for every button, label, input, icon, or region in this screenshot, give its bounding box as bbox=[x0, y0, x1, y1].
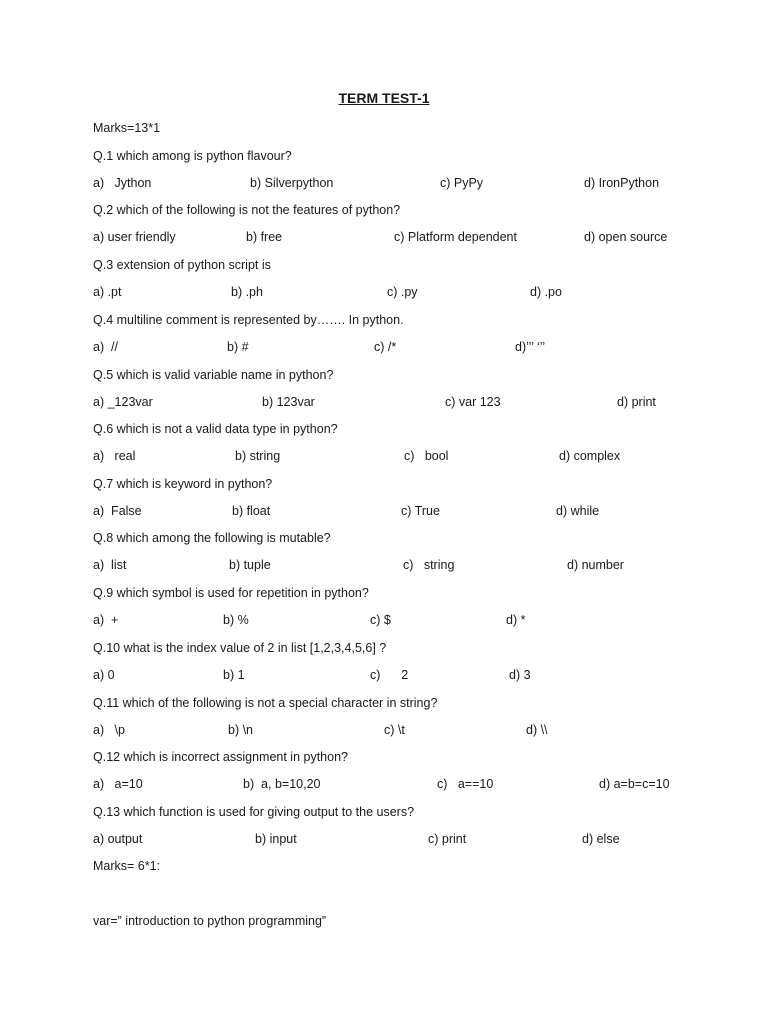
answer-option: a) 0 bbox=[93, 668, 115, 682]
question-text: Q.2 which of the following is not the features of python? bbox=[93, 203, 401, 217]
answer-option: c) var 123 bbox=[445, 395, 501, 409]
answer-option: c) string bbox=[403, 558, 455, 572]
section1-marks: Marks=13*1 bbox=[93, 121, 161, 135]
question-text: Q.5 which is valid variable name in python? bbox=[93, 368, 334, 382]
question-text: Q.6 which is not a valid data type in python? bbox=[93, 422, 338, 436]
answer-option: a) + bbox=[93, 613, 119, 627]
answer-option: a) user friendly bbox=[93, 230, 176, 244]
question-text: Q.1 which among is python flavour? bbox=[93, 149, 292, 163]
answer-option: c) .py bbox=[387, 285, 418, 299]
answer-option: c) True bbox=[401, 504, 440, 518]
answer-option: b) # bbox=[227, 340, 249, 354]
var-line: var=” introduction to python programming” bbox=[93, 914, 327, 928]
answer-option: d) complex bbox=[559, 449, 621, 463]
answer-option: d) * bbox=[506, 613, 526, 627]
answer-option: a) _123var bbox=[93, 395, 153, 409]
answer-option: c) a==10 bbox=[437, 777, 494, 791]
answer-option: d) open source bbox=[584, 230, 668, 244]
answer-option: b) float bbox=[232, 504, 271, 518]
answer-option: c) $ bbox=[370, 613, 391, 627]
question-text: Q.10 what is the index value of 2 in list [1,2,3,4,5,6] ? bbox=[93, 641, 387, 655]
question-text: Q.7 which is keyword in python? bbox=[93, 477, 273, 491]
answer-option: d) else bbox=[582, 832, 620, 846]
answer-option: a) a=10 bbox=[93, 777, 143, 791]
answer-option: b) 123var bbox=[262, 395, 315, 409]
answer-option: b) string bbox=[235, 449, 281, 463]
question-text: Q.3 extension of python script is bbox=[93, 258, 271, 272]
question-text: Q.4 multiline comment is represented by……. In python. bbox=[93, 313, 404, 327]
answer-option: d) number bbox=[567, 558, 624, 572]
answer-option: a) // bbox=[93, 340, 119, 354]
answer-option: c) \t bbox=[384, 723, 405, 737]
answer-option: d) IronPython bbox=[584, 176, 660, 190]
answer-option: b) free bbox=[246, 230, 283, 244]
answer-option: c) 2 bbox=[370, 668, 409, 682]
answer-option: b) Silverpython bbox=[250, 176, 334, 190]
question-text: Q.8 which among the following is mutable? bbox=[93, 531, 331, 545]
page-title: TERM TEST-1 bbox=[338, 90, 430, 106]
answer-option: b) 1 bbox=[223, 668, 245, 682]
answer-option: c) PyPy bbox=[440, 176, 484, 190]
answer-option: d) print bbox=[617, 395, 656, 409]
answer-option: c) print bbox=[428, 832, 467, 846]
answer-option: a) \p bbox=[93, 723, 125, 737]
question-text: Q.12 which is incorrect assignment in python? bbox=[93, 750, 348, 764]
answer-option: c) /* bbox=[374, 340, 397, 354]
answer-option: b) a, b=10,20 bbox=[243, 777, 321, 791]
answer-option: b) % bbox=[223, 613, 249, 627]
question-text: Q.13 which function is used for giving output to the users? bbox=[93, 805, 415, 819]
answer-option: d) .po bbox=[530, 285, 562, 299]
answer-option: a) .pt bbox=[93, 285, 122, 299]
answer-option: b) input bbox=[255, 832, 297, 846]
question-text: Q.9 which symbol is used for repetition in python? bbox=[93, 586, 369, 600]
answer-option: b) .ph bbox=[231, 285, 263, 299]
answer-option: a) real bbox=[93, 449, 136, 463]
answer-option: d) a=b=c=10 bbox=[599, 777, 670, 791]
answer-option: a) False bbox=[93, 504, 142, 518]
answer-option: a) Jython bbox=[93, 176, 152, 190]
answer-option: b) tuple bbox=[229, 558, 271, 572]
answer-option: a) output bbox=[93, 832, 143, 846]
question-text: Q.11 which of the following is not a special character in string? bbox=[93, 696, 438, 710]
answer-option: d)’’’ ‘’’ bbox=[515, 340, 546, 354]
answer-option: d) 3 bbox=[509, 668, 531, 682]
answer-option: b) \n bbox=[228, 723, 254, 737]
section2-marks: Marks= 6*1: bbox=[93, 859, 161, 873]
answer-option: c) bool bbox=[404, 449, 449, 463]
answer-option: a) list bbox=[93, 558, 127, 572]
answer-option: d) while bbox=[556, 504, 600, 518]
answer-option: c) Platform dependent bbox=[394, 230, 517, 244]
answer-option: d) \\ bbox=[526, 723, 548, 737]
